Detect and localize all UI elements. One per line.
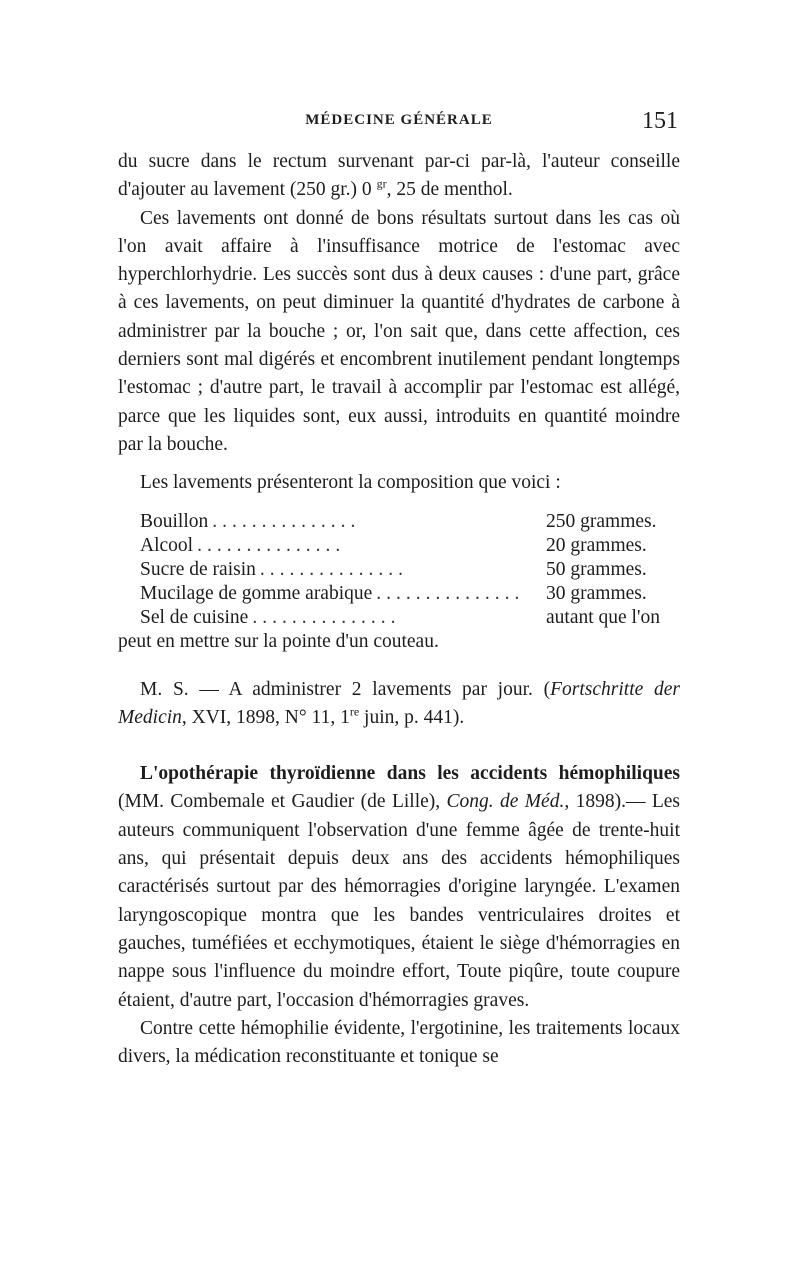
paragraph-composition-intro: Les lavements présenteront la composition que voici :: [140, 472, 561, 494]
page-number: 151: [642, 108, 678, 134]
article-opotherapie: L'opothérapie thyroïdienne dans les accidents hémophiliques (MM. Combemale et Gaudier (de Lille), Cong. de Méd., 1898).— Les auteurs communiquent l'observation d'une femme âgée de trente-huit ans, qui présentait depuis deux ans des accidents hémophiliques caractérisés surtout par des hémorragies d'origine laryngée. L'examen laryngoscopique montra que les bandes ventriculaires droites et gauches, tuméfiées et ecchymotiques, étaient le siège d'hémorragies en nappe sous l'influence du moindre effort, Toute piqûre, toute coupure étaient, d'autre part, l'occasion d'hémorragies graves.: [118, 763, 681, 1011]
journal-title: Fortschritte der Medicin: [118, 678, 680, 728]
article-title: L'opothérapie thyroïdienne dans les accidents hémophiliques: [140, 763, 680, 785]
page-header: [118, 108, 680, 138]
body-text: [118, 148, 680, 1071]
journal-title: Cong. de Méd.: [446, 791, 565, 813]
recipe-continuation: peut en mettre sur la pointe d'un couteau.: [118, 630, 439, 652]
paragraph-treatment: Contre cette hémophilie évidente, l'ergotinine, les traitements locaux divers, la médication reconstituante et tonique se: [118, 1017, 680, 1068]
recipe-item: Sucre de raisin ............... 50 grammes.: [140, 558, 647, 580]
paragraph-continuation: du sucre dans le rectum survenant par-ci par-là, l'auteur conseille d'ajouter au lavement (250 gr.) 0 $^{gr}$, 25 de menthol.: [118, 151, 680, 201]
running-head: MÉDECINE GÉNÉRALE: [305, 112, 493, 128]
recipe-item: Mucilage de gomme arabique ............... 30 grammes.: [140, 582, 647, 604]
recipe-item: Sel de cuisine ............... autant que l'on: [140, 606, 660, 628]
prescription-note: M. S. — A administrer 2 lavements par jour. (Fortschritte der Medicin, XVI, 1898, N° 11, 1re juin, p. 441).: [118, 678, 680, 728]
recipe-list: [118, 510, 680, 654]
recipe-item: Bouillon ............... 250 grammes.: [140, 510, 657, 532]
paragraph-results: Ces lavements ont donné de bons résultats surtout dans les cas où l'on avait affaire à l'insuffisance motrice de l'estomac avec hyperchlorhydrie. Les succès sont dus à deux causes : d'une part, grâce à ces lavements, on peut diminuer la quantité d'hydrates de carbone à administrer par la bouche ; or, l'on sait que, dans cette affection, ces derniers sont mal digérés et encombrent inutilement pendant longtemps l'estomac ; d'autre part, le travail à accomplir par l'estomac est allégé, parce que les liquides sont, eux aussi, introduits en quantité moindre par la bouche.: [118, 207, 680, 455]
recipe-item: Alcool ............... 20 grammes.: [140, 534, 647, 556]
